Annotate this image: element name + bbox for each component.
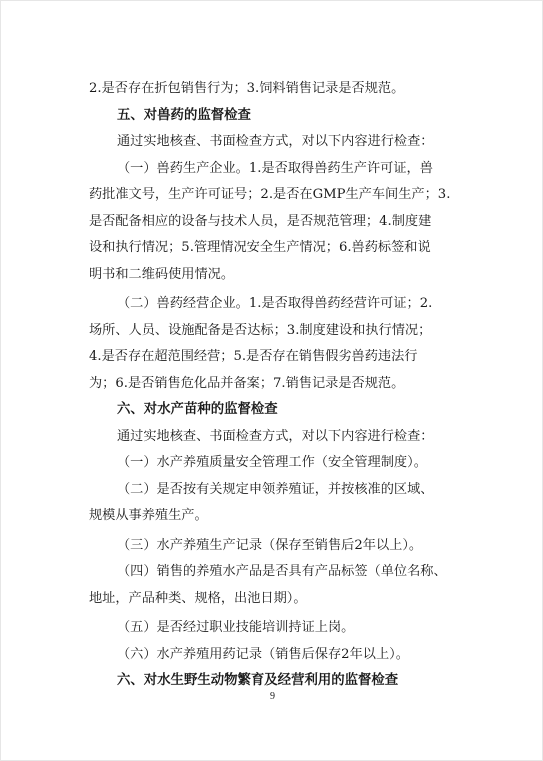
paragraph-line: （一）兽药生产企业。1.是否取得兽药生产许可证，兽	[117, 160, 433, 176]
paragraph-line: 明书和二维码使用情况。	[89, 266, 235, 282]
paragraph-line: 是否配备相应的设备与技术人员，是否规范管理；4.制度建	[89, 213, 432, 229]
paragraph-line: 规模从事养殖生产。	[89, 508, 208, 523]
paragraph-line: 场所、人员、设施配备是否达标；3.制度建设和执行情况；	[89, 322, 432, 338]
paragraph-line: 2.是否存在折包销售行为；3.饲料销售记录是否规范。	[89, 81, 405, 96]
section-heading-aquatic-seedlings: 六、对水产苗种的监督检查	[117, 402, 278, 417]
paragraph-line: 地址，产品种类、规格，出池日期）。	[89, 590, 307, 606]
page-number: 9	[270, 691, 275, 702]
section-heading-veterinary-drugs: 五、对兽药的监督检查	[117, 107, 251, 123]
paragraph-line: （五）是否经过职业技能培训持证上岗。	[117, 620, 355, 635]
paragraph-line: （六）水产养殖用药记录（销售后保存2年以上）。	[117, 646, 409, 662]
paragraph-line: （一）水产养殖质量安全管理工作（安全管理制度）。	[117, 455, 427, 470]
paragraph-line: （四）销售的养殖水产品是否具有产品标签（单位名称、	[117, 564, 447, 579]
paragraph-line: 药批准文号，生产许可证号；2.是否在GMP生产车间生产；3.	[89, 187, 451, 202]
document-body	[89, 76, 469, 695]
paragraph-line: 通过实地核查、书面检查方式，对以下内容进行检查：	[117, 428, 434, 444]
paragraph-line: 为；6.是否销售危化品并备案；7.销售记录是否规范。	[89, 375, 405, 391]
paragraph-line: 通过实地核查、书面检查方式，对以下内容进行检查：	[117, 134, 434, 149]
paragraph-line: 设和执行情况；5.管理情况安全生产情况；6.兽药标签和说	[89, 240, 431, 255]
paragraph-line: （二）兽药经营企业。1.是否取得兽药经营许可证；2.	[117, 296, 433, 311]
paragraph-line: （三）水产养殖生产记录（保存至销售后2年以上）。	[117, 537, 423, 553]
paragraph-line: 4.是否存在超范围经营；5.是否存在销售假劣兽药违法行	[89, 349, 418, 364]
section-heading-aquatic-wildlife: 六、对水生野生动物繁育及经营利用的监督检查	[117, 673, 399, 688]
paragraph-line: （二）是否按有关规定申领养殖证，并按核准的区域、	[117, 481, 434, 497]
